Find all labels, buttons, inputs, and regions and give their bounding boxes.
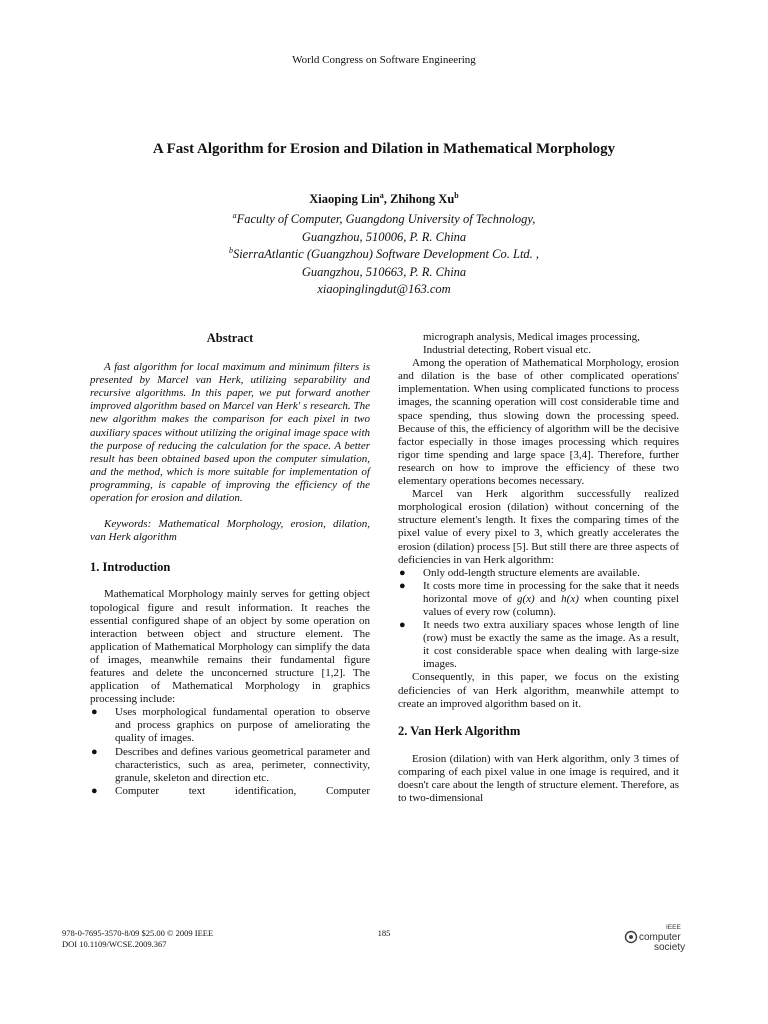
list-item <box>398 619 679 671</box>
affiliation-marker: a <box>379 190 384 200</box>
conference-header: World Congress on Software Engineering <box>292 54 476 66</box>
list-item <box>90 785 370 798</box>
left-column <box>90 332 370 798</box>
list-item <box>398 580 679 619</box>
author-name: Zhihong Xu <box>390 192 455 206</box>
bullet-icon: ● <box>91 745 98 758</box>
list-item-text: when counting pixel values of every row (column). <box>423 592 679 618</box>
list-item-continuation: micrograph analysis, Medical images processing, <box>423 331 640 343</box>
logo-text-mid: computer <box>639 932 681 943</box>
list-item-text: Computer text identification, Computer <box>115 784 370 797</box>
affiliation-text: SierraAtlantic (Guangzhou) Software Development Co. Ltd. , <box>232 247 540 261</box>
keywords: Keywords: Mathematical Morphology, erosion, dilation, van Herk algorithm <box>90 518 370 544</box>
list-item-text: It costs more time in processing for the sake that it needs horizontal move of <box>423 579 679 605</box>
affiliation-marker: b <box>454 190 459 200</box>
bullet-icon: ● <box>399 619 406 632</box>
intro-paragraph: Consequently, in this paper, we focus on the existing deficiencies of van Herk algorithm, meanwhile attempt to create an improved algorithm based on it. <box>398 671 679 710</box>
affiliation-b-line2: Guangzhou, 510663, P. R. China <box>301 264 467 279</box>
abstract-text: A fast algorithm for local maximum and minimum filters is presented by Marcel van Herk, utilizing separability and recursive algorithms. In this paper, we put forward another improved algorithm based on Marcel van Herk' s research. The new algorithm makes the comparison for each pixel in two auxiliary spaces without utilizing the original image space with the purpose of reducing the calculation for the space. A better result has been obtained based upon the computer simulation, and the method, which is more suitable for implementation of programming, is capable of improving the efficiency of the operation for erosion and dilation. <box>90 361 370 505</box>
list-item <box>398 567 679 580</box>
section-heading-van-herk: 2. Van Herk Algorithm <box>398 723 521 738</box>
logo-text-top: IEEE <box>666 924 681 931</box>
math-gx: g(x) <box>517 592 535 605</box>
list-item-text: Describes and defines various geometrical parameter and characteristics, such as area, perimeter, connectivity, granule, skeleton and direction etc. <box>115 745 370 784</box>
paper-title: A Fast Algorithm for Erosion and Dilation in Mathematical Morphology <box>152 141 616 157</box>
list-item-text: It needs two extra auxiliary spaces whose length of line (row) must be exactly the same as the image. As a result, it cost considerable space when dealing with large-size images. <box>423 619 679 671</box>
affiliation-b-line1 <box>0 246 768 264</box>
bullet-icon: ● <box>399 579 406 592</box>
list-item-text: and <box>534 592 562 605</box>
affiliation-marker: a <box>232 210 237 220</box>
list-item <box>90 746 370 785</box>
page-number: 185 <box>377 928 391 938</box>
van-herk-paragraph: Erosion (dilation) with van Herk algorithm, only 3 times of comparing of each pixel value in one image is required, and it doesn't care about the length of structure element. Therefore, as to two-dimensional <box>398 752 679 805</box>
bullet-icon: ● <box>399 566 406 579</box>
affiliation-text: Faculty of Computer, Guangdong University of Technology, <box>236 212 536 226</box>
affiliation-a-line1 <box>0 211 768 229</box>
author-line <box>0 192 768 207</box>
author-name: Xiaoping Lin <box>309 192 380 206</box>
list-item-text: Uses morphological fundamental operation to observe and process graphics on purpose of ameliorating the quality of images. <box>115 706 370 745</box>
author-separator: , <box>383 192 391 206</box>
math-hx: h(x) <box>561 592 579 605</box>
bullet-icon: ● <box>91 784 98 797</box>
intro-paragraph: Among the operation of Mathematical Morphology, erosion and dilation is the base of other complicated operations' implementation. When using complicated functions to process images, the scanning operation will cost considerable time and space spending, thus slowing down the processing speed. Because of this, the efficiency of algorithm will be the decisive factor especially in those images processing which requires rigor time spending and large space [3,4]. Therefore, further research on how to improve the efficiency of these two elementary operations becomes necessary. <box>398 357 679 488</box>
affiliation-marker: b <box>228 245 233 255</box>
intro-paragraph: Marcel van Herk algorithm successfully realized morphological erosion (dilation) without concerning of the structure element's length. It fixes the comparing times of the pixel value of every pixel to 3, which greatly accelerates the erosion (dilation) process [5]. But still there are three aspects of deficiencies in van Herk algorithm: <box>398 488 679 566</box>
doi-line: DOI 10.1109/WCSE.2009.367 <box>62 939 167 949</box>
abstract-heading: Abstract <box>206 331 254 345</box>
bullet-icon: ● <box>91 706 98 719</box>
author-email: xiaopinglingdut@163.com <box>317 282 451 296</box>
right-column <box>398 331 679 805</box>
section-heading-introduction: 1. Introduction <box>90 560 171 575</box>
isbn-line: 978-0-7695-3570-8/09 $25.00 © 2009 IEEE <box>62 928 214 938</box>
logo-icon <box>622 920 692 956</box>
affiliation-a-line2: Guangzhou, 510006, P. R. China <box>301 229 467 244</box>
list-item <box>90 706 370 745</box>
list-item-continuation: Industrial detecting, Robert visual etc. <box>423 344 592 357</box>
intro-paragraph: Mathematical Morphology mainly serves for getting object topological figure and result information. It reaches the essential configured shape of an object by some operation on interaction between object and structure element. The application of Mathematical Morphology can simplify the data of images, meanwhile remains their fundamental figure features and delete the unconcerned structure [1,2]. The application of Mathematical Morphology in graphics processing include: <box>90 588 370 706</box>
logo-text-bottom: society <box>654 942 686 953</box>
ieee-computer-society-logo <box>622 920 692 956</box>
affiliations <box>0 211 768 299</box>
list-item-text: Only odd-length structure elements are available. <box>423 566 640 579</box>
